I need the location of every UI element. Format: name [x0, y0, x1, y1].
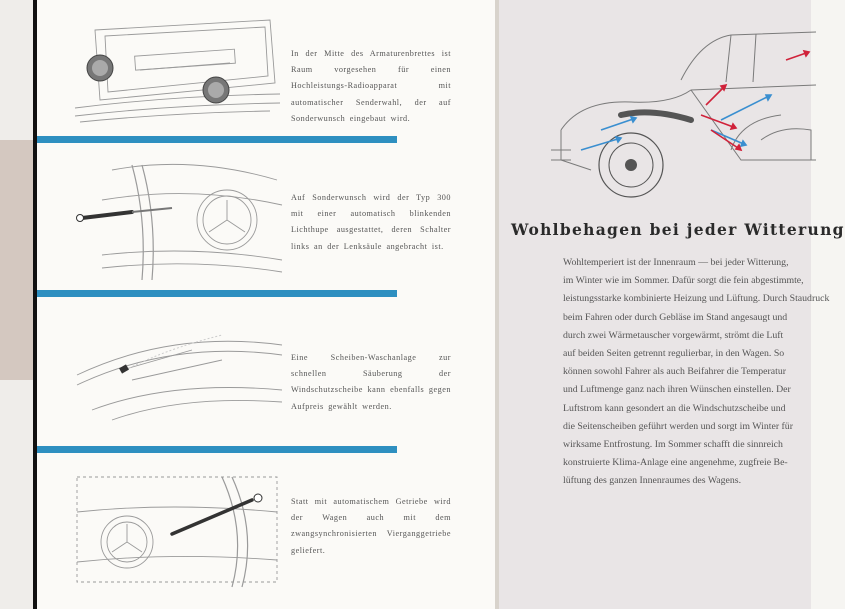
radio-illustration: [70, 8, 285, 128]
divider-line-2: [37, 290, 397, 297]
body-line: beim Fahren oder durch Gebläse im Stand angesaugt und: [563, 311, 788, 323]
body-line: auf beiden Seiten getrennt regulierbar, in den Wagen. So: [563, 347, 785, 359]
section-heading: Wohlbehagen bei jeder Witterung: [511, 220, 845, 239]
body-line: durch zwei Wärmetauscher vorgewärmt, strömt die Luft: [563, 329, 784, 341]
caption-radio: In der Mitte des Armaturenbrettes ist Raum vorgesehen für einen Hochleistungs-Radioapparat mit automatischer Senderwahl, der auf Sonderwunsch eingebaut wird.: [291, 49, 451, 123]
body-line: Luftstrom kann gesondert an die Windschutzscheibe und: [563, 402, 786, 414]
gearshift-illustration: [72, 472, 287, 587]
divider-line-1: [37, 136, 397, 143]
body-line: konstruierte Klima-Anlage eine angenehme, zugfreie Be-: [563, 457, 788, 469]
car-ventilation-illustration: [541, 20, 816, 200]
body-text: [563, 254, 830, 490]
body-line: die Seitenscheiben geführt werden und sorgt im Winter für: [563, 420, 793, 432]
body-line: können sowohl Fahrer als auch Beifahrer die Temperatur: [563, 366, 787, 378]
caption-light-flasher: Auf Sonderwunsch wird der Typ 300 mit einer automatisch blinkenden Lichthupe ausgestattet, deren Schalter links an der Lenksäule angebracht ist.: [291, 193, 451, 251]
body-line: Wohltemperiert ist der Innenraum — bei jeder Witterung,: [563, 257, 789, 268]
body-line: und Luftmenge ganz nach ihren Wünschen einstellen. Der: [563, 384, 791, 396]
body-line: lüftung des ganzen Innenraumes des Wagens.: [563, 475, 742, 487]
caption-windscreen-washer: Eine Scheiben-Waschanlage zur schnellen Säuberung der Windschutzscheibe kann ebenfalls gegen Aufpreis gewählt werden.: [291, 353, 451, 411]
light-flasher-illustration: [72, 160, 282, 280]
caption-gearbox: Statt mit automatischem Getriebe wird der Wagen auch mit dem zwangsynchronisierten Vierganggetriebe geliefert.: [291, 497, 451, 555]
windscreen-washer-illustration: [72, 310, 282, 420]
body-line: wirksame Entfrostung. Im Sommer schafft die sinnreich: [563, 438, 783, 450]
body-line: im Winter wie im Sommer. Dafür sorgt die fein abgestimmte,: [563, 275, 804, 287]
body-line: leistungsstarke kombinierte Heizung und Lüftung. Durch Staudruck: [563, 293, 830, 305]
page-edge-spine: [0, 0, 34, 609]
divider-line-3: [37, 446, 397, 453]
